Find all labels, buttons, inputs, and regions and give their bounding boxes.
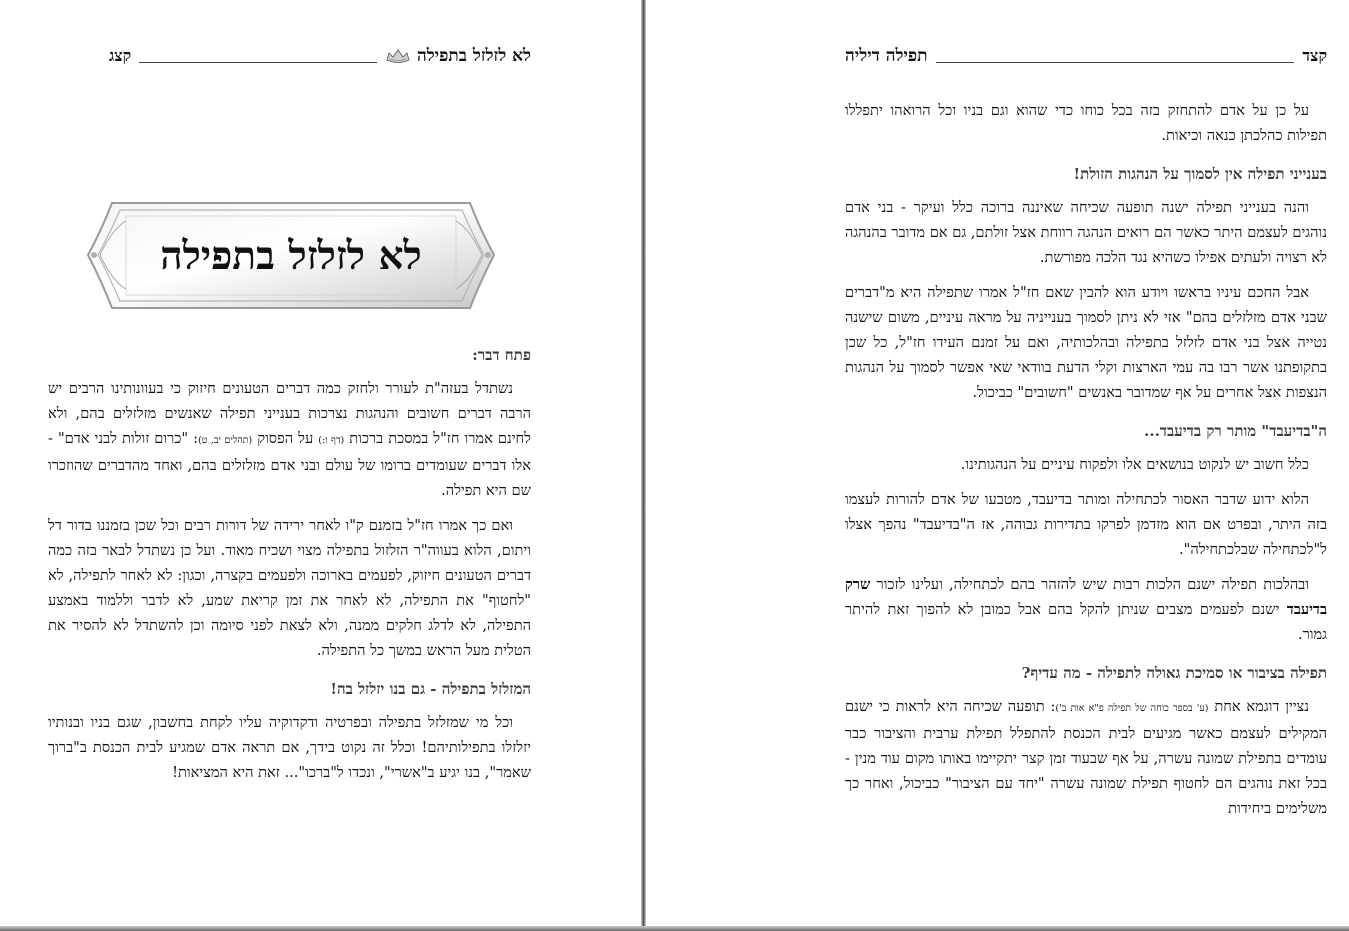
text-run: נשתדל בעזה"ת לעורר ולחזק כמה דברים הטעונים חיזוק כי בעוונותינו הרבים יש הרבה דברים חשובים והנהגות נצרכות בענייני תפילה שאנשים מזלזלים בהם, ולא לחינם אמרו חז"ל במסכת ברכות	[48, 380, 531, 447]
text-run: נציין דוגמא אחת	[1208, 698, 1309, 715]
body-paragraph	[845, 195, 1327, 270]
source-citation: (דף ו:)	[318, 435, 345, 446]
bottom-edge	[0, 926, 1349, 931]
text-run: והנה בענייני תפילה ישנה תופעה שכיחה שאיננה ברוכה כלל ועיקר - בני אדם נוהגים לעצמם היתר כאשר הם רואים הנהגה רווחת אצל זולתם, גם אם מדובר בהנהגה לא רצויה ולעתים אפילו כשהיא נגד הלכה מפורשת.	[845, 199, 1327, 266]
text-run: הלוא ידוע שדבר האסור לכתחילה ומותר בדיעבד, מטבעו של אדם להורות לעצמו בזה היתר, ובפרט אם הוא מזדמן לפרקו בתדירות גבוהה, אז ה"בדיעבד" נהפך אצלו ל"לכתחילה שבלכתחילה".	[845, 491, 1327, 558]
running-head-title: תפילה דיליה	[845, 46, 928, 66]
source-citation: (תהלים יב, ט)	[198, 435, 253, 446]
page-number: קצד	[1302, 46, 1327, 65]
text-run: על הפסוק	[252, 430, 319, 447]
text-run: ואם כך אמרו חז"ל בזמנם ק"ו לאחר ירידה של דורות רבים וכל שכן בזמננו בדור דל ויתום, הלוא בעווה"ר הזלזול בתפילה מצוי ושכיח מאוד. ועל כן נשתדל לבאר בזה כמה דברים הטעונים חיזוק, לפעמים בארוכה ולפעמים בקצרה, וכגון: לא לאחר לתפילה, לא "לחטוף" את התפילה, לא לאחר את זמן קריאת שמע, לא לדבר וללמוד באמצע התפילה, לא לדלג חלקים ממנה, ולא לצאת לפני סיומה וכן להשתדל לא להסיר את הטלית מעל הראש במשך כל התפילה.	[48, 517, 531, 659]
left-page-body	[48, 343, 531, 795]
text-run: : תופעה שכיחה היא לראות כי ישנם המקילים לעצמם כאשר מגיעים לבית הכנסת להתפלל תפילת ערבית והציבור כבר עומדים בתפילת שמונה עשרה, על אף שבעוד זמן קצר יתקיימו באותו מקום עוד מנין - בכל זאת נוהגים הם לחטוף תפילת שמונה עשרה "יחד עם הציבור" כביכול, ואחר כך משלימים ביחידות	[845, 698, 1327, 817]
section-heading: פתח דבר:	[472, 346, 531, 364]
right-page	[646, 0, 1349, 926]
source-citation: (ע' בספר כוחה של תפילה פ"א אות ב')	[1055, 703, 1209, 714]
body-paragraph	[845, 694, 1327, 821]
running-head-rule	[936, 50, 1295, 63]
chapter-title: לא לזלזל בתפילה	[160, 232, 422, 279]
text-run: ישנם לפעמים מצבים שניתן להקל בהם אבל כמובן לא להפוך זאת להיתר גמור.	[845, 601, 1327, 643]
body-paragraph	[845, 280, 1327, 405]
emphasis-text: שרק בדיעבד	[845, 576, 1327, 618]
running-head-rule	[139, 50, 377, 63]
body-paragraph	[845, 487, 1327, 562]
left-running-head	[109, 44, 531, 68]
body-paragraph	[845, 572, 1327, 647]
text-run: : "כרום זולות לבני אדם" - אלו דברים שעומדים ברומו של עולם ובני אדם מזלזלים בהם, ואחד מהדברים שהוזכרו שם היא תפילה.	[48, 430, 531, 499]
body-paragraph	[48, 376, 531, 503]
running-head-title: לא לזלזל בתפילה	[416, 46, 531, 66]
chapter-title-banner	[82, 199, 500, 312]
body-paragraph	[48, 513, 531, 663]
section-heading: בענייני תפילה אין לסמוך על הנהגות הזולת!	[1073, 165, 1327, 183]
body-paragraph	[48, 710, 531, 785]
section-heading: ה"בדיעבד" מותר רק בדיעבד...	[1144, 422, 1327, 440]
left-page	[0, 0, 641, 926]
text-run: ובהלכות תפילה ישנם הלכות רבות שיש להזהר בהם לכתחילה, ועלינו לזכור	[870, 576, 1309, 593]
right-page-body	[845, 98, 1327, 831]
body-paragraph	[845, 98, 1327, 148]
crown-ornament-icon	[385, 48, 411, 64]
text-run: על כן על אדם להתחזק בזה בכל כוחו כדי שהוא וגם בניו וכל הרואהו יתפללו תפילות כהלכתן כנאה וכיאות.	[845, 102, 1327, 144]
section-heading: תפילה בציבור או סמיכת גאולה לתפילה - מה עדיף?	[1021, 664, 1327, 682]
text-run: וכל מי שמזלזל בתפילה ובפרטיה ודקדוקיה עליו לקחת בחשבון, שגם בניו ובנותיו יזלזלו בתפילותיהם! וכלל זה נקוט בידך, אם תראה אדם שמגיע לבית הכנסת ב"ברוך שאמר", בנו יגיע ב"אשרי", ונכדו ל"ברכו"... זאת היא המציאות!	[48, 714, 531, 781]
page-number: קצג	[109, 46, 132, 65]
section-heading: המזלזל בתפילה - גם בנו יזלזל בה!	[330, 680, 531, 698]
text-run: כלל חשוב יש לנקוט בנושאים אלו ולפקוח עיניים על הנהגותינו.	[960, 456, 1309, 473]
right-running-head	[845, 44, 1327, 68]
body-paragraph	[845, 452, 1327, 477]
text-run: אבל החכם עיניו בראשו ויודע הוא להבין שאם חז"ל אמרו שתפילה היא מ"דברים שבני אדם מזלזלים בהם" אזי לא ניתן לסמוך בענייניה על מראה עיניים, משום שישנה נטייה אצל בני אדם לזלזל בתפילה ובהלכותיה, ואם על זמנם העידו חז"ל, כל שכן בתקופתנו אשר רבו בה עמי הארצות וקלי הדעת בוודאי שאי אפשר לסמוך על הנהגות הנצפות אצל אחרים על אף שמדובר באנשים "חשובים" כביכול.	[845, 284, 1327, 401]
